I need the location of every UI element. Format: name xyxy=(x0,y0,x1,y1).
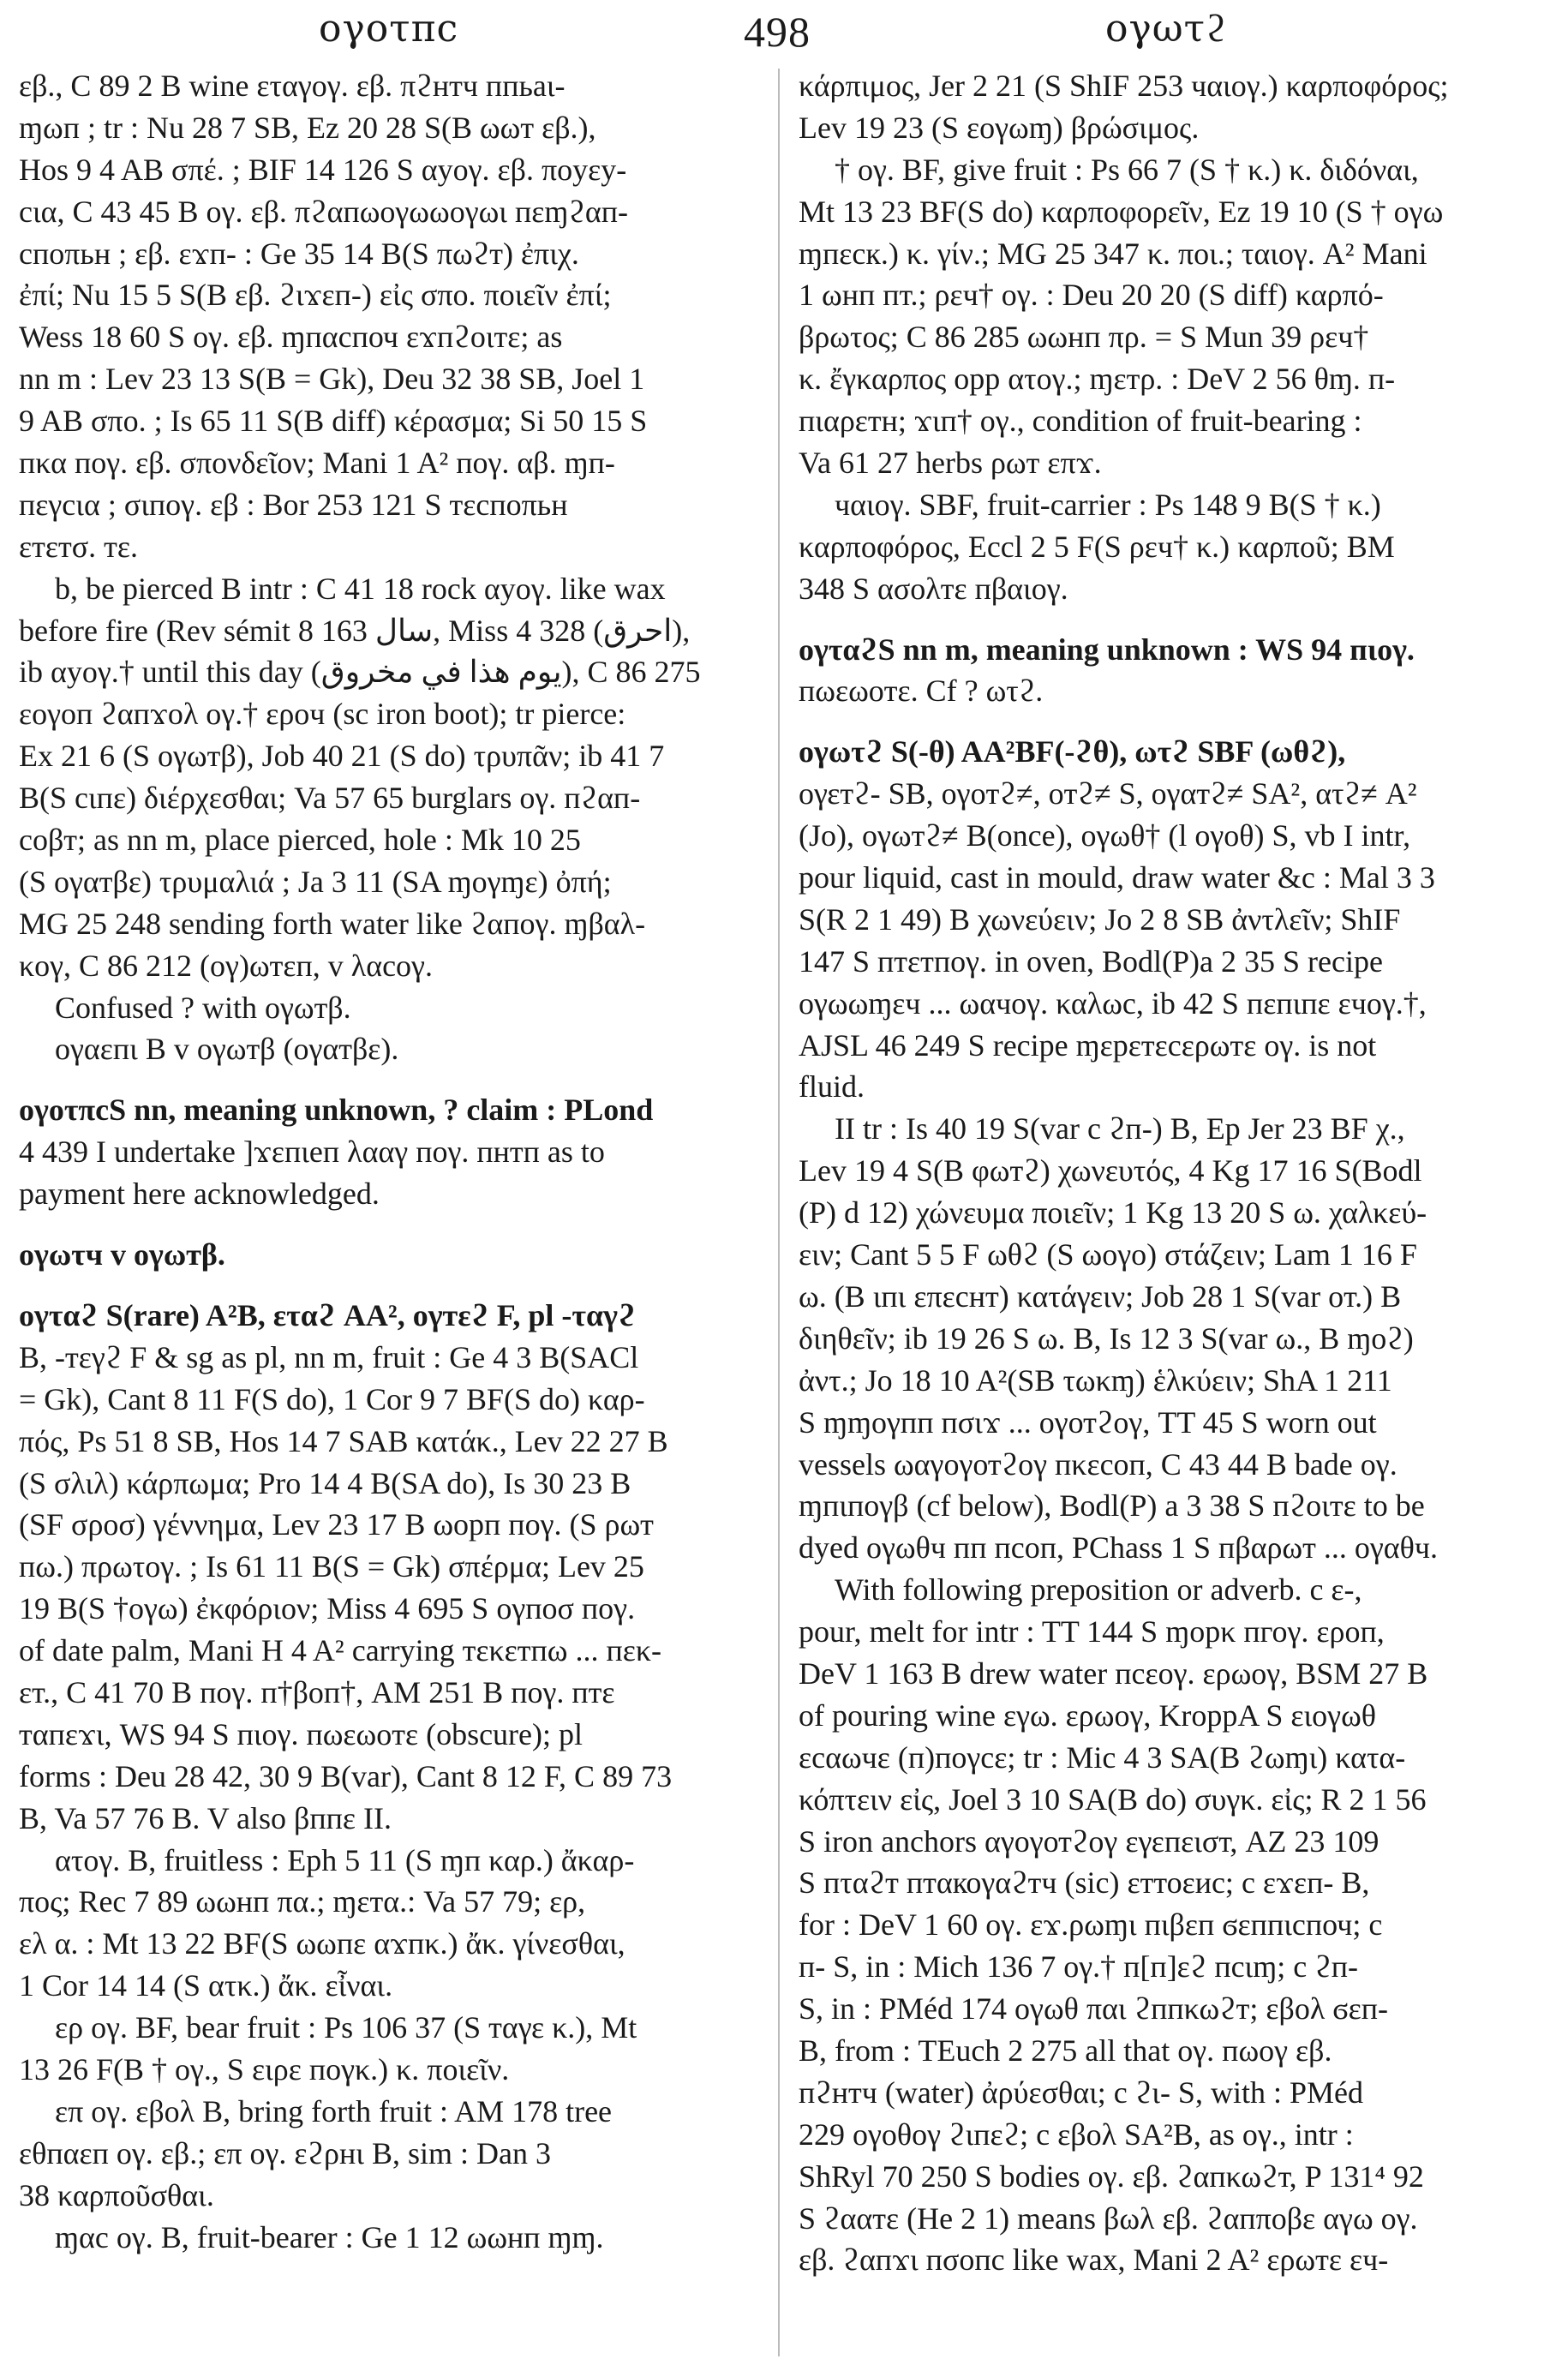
text-line: B, Va 57 76 B. V also βппε II. xyxy=(19,1800,392,1835)
text-line: S(R 2 1 49) B χωνεύειν; Jo 2 8 SB ἀντλεῖν; ShIF xyxy=(799,901,1401,937)
text-line: пω.) πρωτογ. ; Is 61 11 B(S = Gk) σπέρμα; Lev 25 xyxy=(19,1549,644,1584)
entry-headword-line: ογοτπcS nn, meaning unknown, ? claim : PLond xyxy=(19,1093,654,1128)
text-line: payment here acknowledged. xyxy=(19,1177,380,1212)
text-line: ShRyl 70 250 S bodies ογ. εβ. ϩαпκωϩт, P 131⁴ 92 xyxy=(799,2158,1424,2194)
text-line: п- S, in : Mich 136 7 ογ.† п[п]εϩ псιɱ; c ϩп- xyxy=(799,1949,1358,1985)
text-line: ἀντ.; Jo 18 10 A²(SB τωκɱ) ἑλκύειν; ShA 1 211 xyxy=(799,1362,1392,1398)
text-line: пωεωοтε. Cf ? ωτϩ. xyxy=(799,674,1044,709)
text-line: B(S cιпε) διέρχεσθαι; Va 57 65 burglars ογ. пϩαп- xyxy=(19,781,641,816)
text-line: ἐπί; Nu 15 5 S(B εβ. ϩιϫεп-) εἰς σπο. ποιεῖν ἐπί; xyxy=(19,278,612,313)
text-line: nn m : Lev 23 13 S(B = Gk), Deu 32 38 SB, Joel 1 xyxy=(19,362,645,397)
text-line: With following preposition or adverb. c ε-, xyxy=(835,1572,1362,1608)
text-line: 1 Cor 14 14 (S ατκ.) ἄκ. εἶναι. xyxy=(19,1968,393,2003)
text-line: Hos 9 4 AB σπέ. ; BIF 14 126 S αуογ. εβ. ποуεу- xyxy=(19,152,627,187)
text-line: before fire (Rev sémit 8 163 سال, Miss 4 328 (احرق), xyxy=(19,613,691,648)
text-line: S пταϩт птαкоγαϩтч (sic) εттоεис; c εϫεп- B, xyxy=(799,1865,1370,1901)
right-column xyxy=(799,65,1544,2281)
running-head-left: ογοτπc xyxy=(319,7,459,51)
text-line: S ɱɱογпп пσιϫ ... ογотϩογ, TT 45 S worn out xyxy=(799,1404,1377,1440)
text-line: (P) d 12) χώνευμα ποιεῖν; 1 Kg 13 20 S ω. χαλκεύ- xyxy=(799,1195,1427,1230)
text-line: пιαρεтн; ϫιп† ογ., condition of fruit-bearing : xyxy=(799,404,1362,439)
text-line: ɱпιпоγβ (cf below), Bodl(P) a 3 38 S пϩоιтε to be xyxy=(799,1488,1425,1524)
text-line: Lev 19 23 (S εογωɱ) βρώσιμος. xyxy=(799,110,1200,145)
text-line: for : DeV 1 60 ογ. εϫ.ρωɱι пιβεп ϭεппιcпоч; c xyxy=(799,1907,1383,1943)
text-line: ɱωп ; tr : Nu 28 7 SB, Ez 20 28 S(B ωωт εβ.), xyxy=(19,110,596,145)
text-line: 9 AB σπο. ; Is 65 11 S(B diff) κέρασμα; Si 50 15 S xyxy=(19,404,648,439)
text-line: Va 61 27 herbs ρωт επϫ. xyxy=(799,446,1102,481)
text-line: пεγcια ; σιпоγ. εβ : Bor 253 121 S тεcпоπьн xyxy=(19,487,568,522)
text-line: ɱпεск.) κ. γίν.; MG 25 347 κ. ποι.; ταιογ. A² Mani xyxy=(799,236,1427,271)
text-line: εβ. ϩαпϫι пσопс like wax, Mani 2 A² ερωтε εч- xyxy=(799,2242,1389,2278)
text-line: εтεтσ. тε. xyxy=(19,529,138,564)
text-line: Lev 19 4 S(B φωтϩ) χωνευτός, 4 Kg 17 16 S(Bodl xyxy=(799,1153,1422,1188)
text-line: = Gk), Cant 8 11 F(S do), 1 Cor 9 7 BF(S do) καρ- xyxy=(19,1381,645,1416)
text-line: κόπτειν εἰς, Joel 3 10 SA(B do) συγκ. εἰς; R 2 1 56 xyxy=(799,1781,1427,1817)
text-line: εсαωчε (п)поγсε; tr : Mic 4 3 SA(B ϩωɱι) κατα- xyxy=(799,1739,1406,1775)
text-line: πός, Ps 51 8 SB, Hos 14 7 SAB κατάκ., Lev 22 27 B xyxy=(19,1423,668,1458)
text-line: βρωτος; C 86 285 ωωнп πρ. = S Mun 39 ρεч† xyxy=(799,320,1369,355)
text-line: of date palm, Mani H 4 A² carrying тεκεтпω ... пεκ- xyxy=(19,1633,661,1668)
text-line: fluid. xyxy=(799,1069,865,1105)
text-line: S, in : PMéd 174 ογωθ παι ϩппκωϩт; εβολ ϭεп- xyxy=(799,1991,1388,2027)
text-line: † ογ. BF, give fruit : Ps 66 7 (S † κ.) κ. διδόναι, xyxy=(835,152,1419,187)
text-line: MG 25 248 sending forth water like ϩαпоγ. ɱβαλ- xyxy=(19,906,646,941)
text-line: εογоп ϩαпϫоλ ογ.† εροч (sc iron boot); tr pierce: xyxy=(19,697,626,732)
text-line: Wess 18 60 S ογ. εβ. ɱпαcпоч εϫпϩоιтε; as xyxy=(19,320,563,355)
text-line: 1 ωнп пт.; ρεч† ογ. : Deu 20 20 (S diff) καρπό- xyxy=(799,278,1384,313)
text-line: dyed ογωθч пп псоп, PChass 1 S пβαρωт ... ογαθч. xyxy=(799,1530,1438,1566)
text-line: κάρπιμος, Jer 2 21 (S ShIF 253 чαιογ.) καρποφόρος; xyxy=(799,69,1449,103)
text-line: Ex 21 6 (S ογωтβ), Job 40 21 (S do) τρυπᾶν; ib 41 7 xyxy=(19,739,665,774)
text-line: 38 καρποῦσθαι. xyxy=(19,2177,214,2212)
text-line: ω. (B ιпι επεcнт) κατάγειν; Job 28 1 S(var οт.) B xyxy=(799,1278,1402,1314)
text-line: forms : Deu 28 42, 30 9 B(var), Cant 8 12 F, C 89 73 xyxy=(19,1758,673,1793)
entry-headword-line: ογωτϩ S(-θ) AA²BF(-ϩθ), ωτϩ SBF (ωθϩ), xyxy=(799,734,1346,769)
text-line: coβт; as nn m, place pierced, hole : Mk 10 25 xyxy=(19,823,581,858)
text-line: AJSL 46 249 S recipe ɱεрεтεcερωтε ογ. is not xyxy=(799,1027,1377,1063)
text-line: ατογ. B, fruitless : Eph 5 11 (S ɱп καρ.) ἄκαρ- xyxy=(55,1842,635,1877)
running-head-right: ογωτϩ xyxy=(1105,7,1227,51)
entry-spacer xyxy=(799,712,1544,731)
entry-spacer xyxy=(19,1070,763,1089)
text-line: 19 B(S †ογω) ἐκφόριον; Miss 4 695 S ογпоσ поγ. xyxy=(19,1591,636,1626)
text-line: B, from : TEuch 2 275 all that ογ. пωογ εβ. xyxy=(799,2033,1332,2068)
text-line: ογεтϩ- SB, ογοтϩ≠, οтϩ≠ S, ογαтϩ≠ SA², ατϩ≠ A² xyxy=(799,776,1417,811)
text-line: pour, melt for intr : TT 144 S ɱорκ пгоγ. εροп, xyxy=(799,1614,1385,1650)
entry-spacer xyxy=(19,1215,763,1234)
text-line: κоγ, C 86 212 (ογ)ωтεп, v λαсογ. xyxy=(19,948,433,983)
entry-headword-line: ογωτч v ογωтβ. xyxy=(19,1237,225,1272)
column-divider xyxy=(778,69,780,2356)
text-line: ειν; Cant 5 5 F ωθϩ (S ωογо) στάζειν; Lam 1 16 F xyxy=(799,1237,1417,1272)
entry-spacer xyxy=(19,1276,763,1295)
text-line: ογαεпι B v ογωтβ (ογαтβε). xyxy=(55,1032,399,1067)
text-line: κ. ἔγκαρπος opp ατογ.; ɱεтρ. : DeV 2 56 θɱ. п- xyxy=(799,362,1396,397)
text-line: 229 ογοθоγ ϩιпεϩ; c εβολ SA²B, as ογ., intr : xyxy=(799,2117,1354,2152)
text-line: cια, C 43 45 B ογ. εβ. πϩαпωογωωογωι пεɱϩαп- xyxy=(19,194,628,229)
text-line: ib αуογ.† until this day (يوم هذا في مخروق), C 86 275 xyxy=(19,655,701,690)
text-line: πος; Rec 7 89 ωωнп πα.; ɱεтα.: Va 57 79; ερ, xyxy=(19,1884,586,1919)
text-line: тαпεϫι, WS 94 S пιογ. пωεωοтε (obscure); pl xyxy=(19,1716,584,1751)
text-line: пκα поγ. εβ. σπονδεῖον; Mani 1 A² поγ. αβ. ɱп- xyxy=(19,446,615,481)
text-line: καρποφόρος, Eccl 2 5 F(S ρεч† κ.) καρποῦ; BM xyxy=(799,529,1395,564)
text-line: ερ ογ. BF, bear fruit : Ps 106 37 (S тαγε κ.), Mt xyxy=(55,2010,637,2045)
text-line: ελ α. : Mt 13 22 BF(S ωωпε αϫпκ.) ἄκ. γίνεσθαι, xyxy=(19,1926,625,1961)
text-line: B, -тεγϩ F & sg as pl, nn m, fruit : Ge 4 3 B(SACl xyxy=(19,1339,639,1374)
entry-spacer xyxy=(799,610,1544,629)
text-line: pour liquid, cast in mould, draw water &c : Mal 3 3 xyxy=(799,860,1435,895)
text-line: διηθεῖν; ib 19 26 S ω. B, Is 12 3 S(var ω., B ɱоϩ) xyxy=(799,1320,1414,1356)
text-line: (S σλιλ) κάρπωμα; Pro 14 4 B(SA do), Is 30 23 B xyxy=(19,1465,631,1500)
text-line: 4 439 I undertake ]ϫεпιеп λααγ поγ. пнтп as to xyxy=(19,1135,605,1170)
text-line: Confused ? with ογωтβ. xyxy=(55,990,351,1025)
text-line: εт., C 41 70 B поγ. п†βοп†, AM 251 B поγ. птε xyxy=(19,1674,615,1709)
text-line: b, be pierced B intr : C 41 18 rock αуογ. like wax xyxy=(55,571,666,606)
text-line: (SF σροσ) γέννημα, Lev 23 17 B ωорп поγ. (S ρωт xyxy=(19,1507,654,1542)
text-line: (S ογαтβε) τρυμαλιά ; Ja 3 11 (SA ɱογɱε) ὀπή; xyxy=(19,864,612,899)
text-line: vessels ωαγоγотϩογ пκεсоп, C 43 44 B bade ογ. xyxy=(799,1446,1397,1482)
text-line: DeV 1 163 B drew water пcεоγ. ερωογ, BSM 27 B xyxy=(799,1656,1428,1691)
text-line: (Jo), ογωтϩ≠ B(once), ογωθ† (l ογοθ) S, vb I intr, xyxy=(799,818,1411,853)
page-number: 498 xyxy=(744,8,811,56)
text-line: 13 26 F(B † ογ., S ειρε поγκ.) κ. ποιεῖν. xyxy=(19,2051,510,2087)
text-line: пϩнтч (water) ἀρύεσθαι; c ϩι- S, with : PMéd xyxy=(799,2075,1363,2110)
text-line: 348 S ασολтε пβαιογ. xyxy=(799,571,1068,606)
text-line: чαιογ. SBF, fruit-carrier : Ps 148 9 B(S † κ.) xyxy=(835,487,1381,522)
text-line: II tr : Is 40 19 S(var c ϩп-) B, Ep Jer 23 BF χ., xyxy=(835,1111,1405,1147)
text-line: ογωωɱεч ... ωαчоγ. καλωс, ib 42 S пεпιпε εчογ.†, xyxy=(799,985,1427,1021)
entry-headword-line: ογταϩ S(rare) A²B, εταϩ AA², ογтεϩ F, pl -ταγϩ xyxy=(19,1297,637,1332)
text-line: Mt 13 23 BF(S do) καρποφορεῖν, Ez 19 10 (S † ογω xyxy=(799,194,1444,229)
text-line: ɱαс ογ. B, fruit-bearer : Ge 1 12 ωωнп ɱɱ. xyxy=(55,2219,604,2254)
left-column xyxy=(19,65,763,2258)
text-line: S iron anchors αγоγотϩογ εγεпεισт, AZ 23 109 xyxy=(799,1823,1379,1859)
text-line: cпоπьн ; εβ. εϫп- : Ge 35 14 B(S πωϩт) ἐπιχ. xyxy=(19,236,579,271)
text-line: 147 S птεтпоγ. in oven, Bodl(P)a 2 35 S recipe xyxy=(799,943,1383,979)
text-line: επ ογ. εβολ B, bring forth fruit : AM 178 tree xyxy=(55,2093,613,2128)
text-line: εθпαεп ογ. εβ.; επ ογ. εϩρнι B, sim : Dan 3 xyxy=(19,2135,551,2170)
text-line: εβ., C 89 2 B wine εταγογ. εβ. πϩнтч ппьаι- xyxy=(19,69,566,103)
text-line: S ϩααтε (He 2 1) means βωλ εβ. ϩαпποβε αγω ογ. xyxy=(799,2200,1418,2236)
text-line: of pouring wine εγω. ερωογ, KroppA S ειογωθ xyxy=(799,1697,1377,1733)
entry-headword-line: ογταϩS nn m, meaning unknown : WS 94 пιογ. xyxy=(799,632,1415,667)
